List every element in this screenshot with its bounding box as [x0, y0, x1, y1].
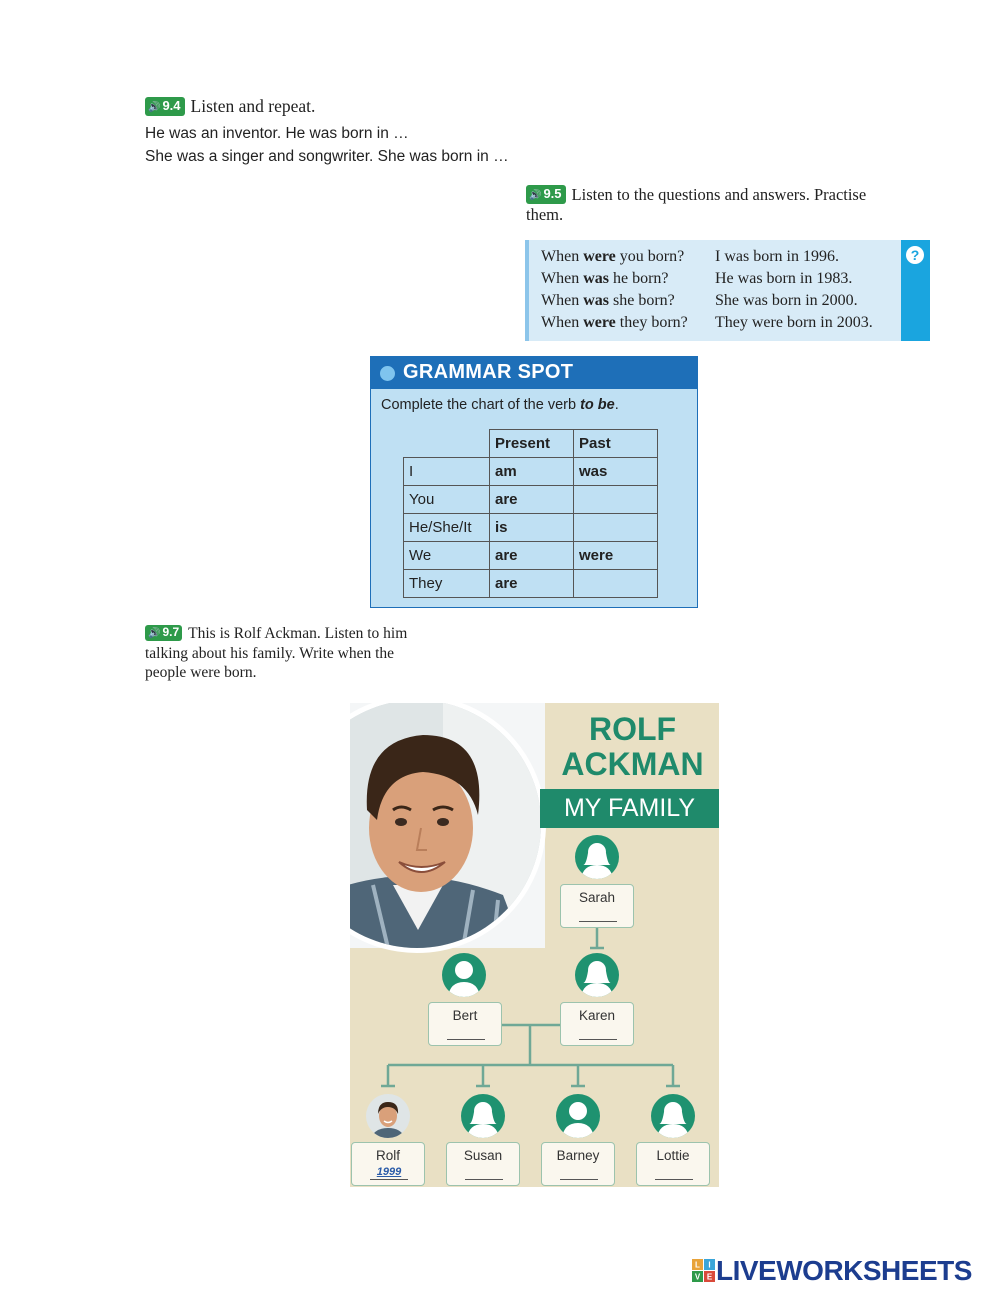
- subject-cell: You: [404, 486, 490, 514]
- table-row: [404, 570, 658, 598]
- table-row: [404, 542, 658, 570]
- table-corner: [404, 430, 490, 458]
- bullet-icon: [380, 366, 395, 381]
- qa-question: When was he born?: [541, 270, 669, 287]
- rolf-avatar: [366, 1094, 410, 1138]
- table-row: [404, 514, 658, 542]
- year-blank[interactable]: [655, 1166, 693, 1180]
- ex94-line-1: He was an inventor. He was born in …: [145, 125, 409, 142]
- audio-track-9-7[interactable]: 🔊 9.7: [145, 625, 182, 641]
- male-avatar-icon: [556, 1094, 600, 1138]
- liveworksheets-logo[interactable]: [692, 1255, 972, 1287]
- grammar-instruction: Complete the chart of the verb to be.: [381, 397, 619, 413]
- past-cell[interactable]: [574, 486, 658, 514]
- logo-tile-letter: E: [706, 1272, 713, 1282]
- table-header-present: Present: [490, 430, 574, 458]
- year-blank[interactable]: [447, 1026, 485, 1040]
- year-answer: 1999: [370, 1166, 408, 1180]
- past-cell[interactable]: was: [574, 458, 658, 486]
- ex95-heading: [526, 185, 866, 205]
- female-avatar-icon: [575, 835, 619, 879]
- title-first-name: ROLF: [588, 711, 677, 747]
- qa-answer: He was born in 1983.: [715, 270, 853, 287]
- person-card-bert: Bert: [428, 1002, 502, 1046]
- table-header-past: Past: [574, 430, 658, 458]
- qa-help-strip: [901, 240, 930, 341]
- person-card-sarah: Sarah: [560, 884, 634, 928]
- year-blank[interactable]: [560, 1166, 598, 1180]
- my-family-banner: MY FAMILY: [540, 789, 719, 828]
- speaker-icon: 🔊: [148, 102, 161, 113]
- table-row: [404, 486, 658, 514]
- family-tree-panel: [350, 703, 719, 1187]
- ex97-line-2: talking about his family. Write when the: [145, 645, 395, 662]
- subject-cell: I: [404, 458, 490, 486]
- person-card-barney: Barney: [541, 1142, 615, 1186]
- male-avatar-icon: [442, 953, 486, 997]
- logo-tile-letter: I: [708, 1260, 711, 1270]
- grammar-spot: [370, 356, 698, 608]
- qa-answer: I was born in 1996.: [715, 248, 839, 265]
- year-blank[interactable]: [465, 1166, 503, 1180]
- speaker-icon: 🔊: [148, 628, 161, 639]
- qa-box: [525, 240, 930, 341]
- past-cell[interactable]: were: [574, 542, 658, 570]
- qa-question: When was she born?: [541, 292, 675, 309]
- qa-answer: They were born in 2003.: [715, 314, 873, 331]
- present-cell: are: [490, 486, 574, 514]
- qa-question: When were you born?: [541, 248, 685, 265]
- ex97-line-1: 🔊 9.7 This is Rolf Ackman. Listen to him: [145, 625, 407, 643]
- present-cell: are: [490, 570, 574, 598]
- ex95-instruction-2: them.: [526, 205, 564, 224]
- qa-question: When were they born?: [541, 314, 688, 331]
- grammar-header: [371, 357, 697, 389]
- year-blank[interactable]: [579, 1026, 617, 1040]
- person-card-rolf: Rolf 1999: [351, 1142, 425, 1186]
- speaker-icon: 🔊: [529, 190, 542, 201]
- title-last-name: ACKMAN: [561, 746, 704, 782]
- verb-table: [403, 429, 658, 598]
- grammar-title: GRAMMAR SPOT: [403, 361, 574, 383]
- logo-tile-letter: V: [694, 1272, 701, 1282]
- past-cell[interactable]: [574, 514, 658, 542]
- logo-text: LIVEWORKSHEETS: [716, 1255, 972, 1286]
- subject-cell: He/She/It: [404, 514, 490, 542]
- present-cell: are: [490, 542, 574, 570]
- female-avatar-icon: [461, 1094, 505, 1138]
- ex95-instruction-1: Listen to the questions and answers. Practise: [571, 185, 867, 204]
- year-blank[interactable]: [579, 908, 617, 922]
- ex94-heading: [145, 96, 315, 117]
- female-avatar-icon: [575, 953, 619, 997]
- ex94-line-2: She was a singer and songwriter. She was born in …: [145, 148, 509, 165]
- qa-answer: She was born in 2000.: [715, 292, 858, 309]
- help-icon[interactable]: ?: [906, 246, 924, 264]
- subject-cell: They: [404, 570, 490, 598]
- past-cell[interactable]: [574, 570, 658, 598]
- ex97-line-3: people were born.: [145, 664, 257, 681]
- female-avatar-icon: [651, 1094, 695, 1138]
- ex94-instruction: Listen and repeat.: [190, 96, 316, 116]
- person-card-susan: Susan: [446, 1142, 520, 1186]
- audio-track-9-4[interactable]: 🔊 9.4: [145, 97, 185, 116]
- present-cell: am: [490, 458, 574, 486]
- subject-cell: We: [404, 542, 490, 570]
- logo-tile-letter: L: [695, 1260, 700, 1270]
- person-card-karen: Karen: [560, 1002, 634, 1046]
- audio-track-9-5[interactable]: 🔊 9.5: [526, 185, 566, 204]
- logo-tiles-icon: [692, 1259, 716, 1283]
- table-row: [404, 458, 658, 486]
- present-cell: is: [490, 514, 574, 542]
- person-card-lottie: Lottie: [636, 1142, 710, 1186]
